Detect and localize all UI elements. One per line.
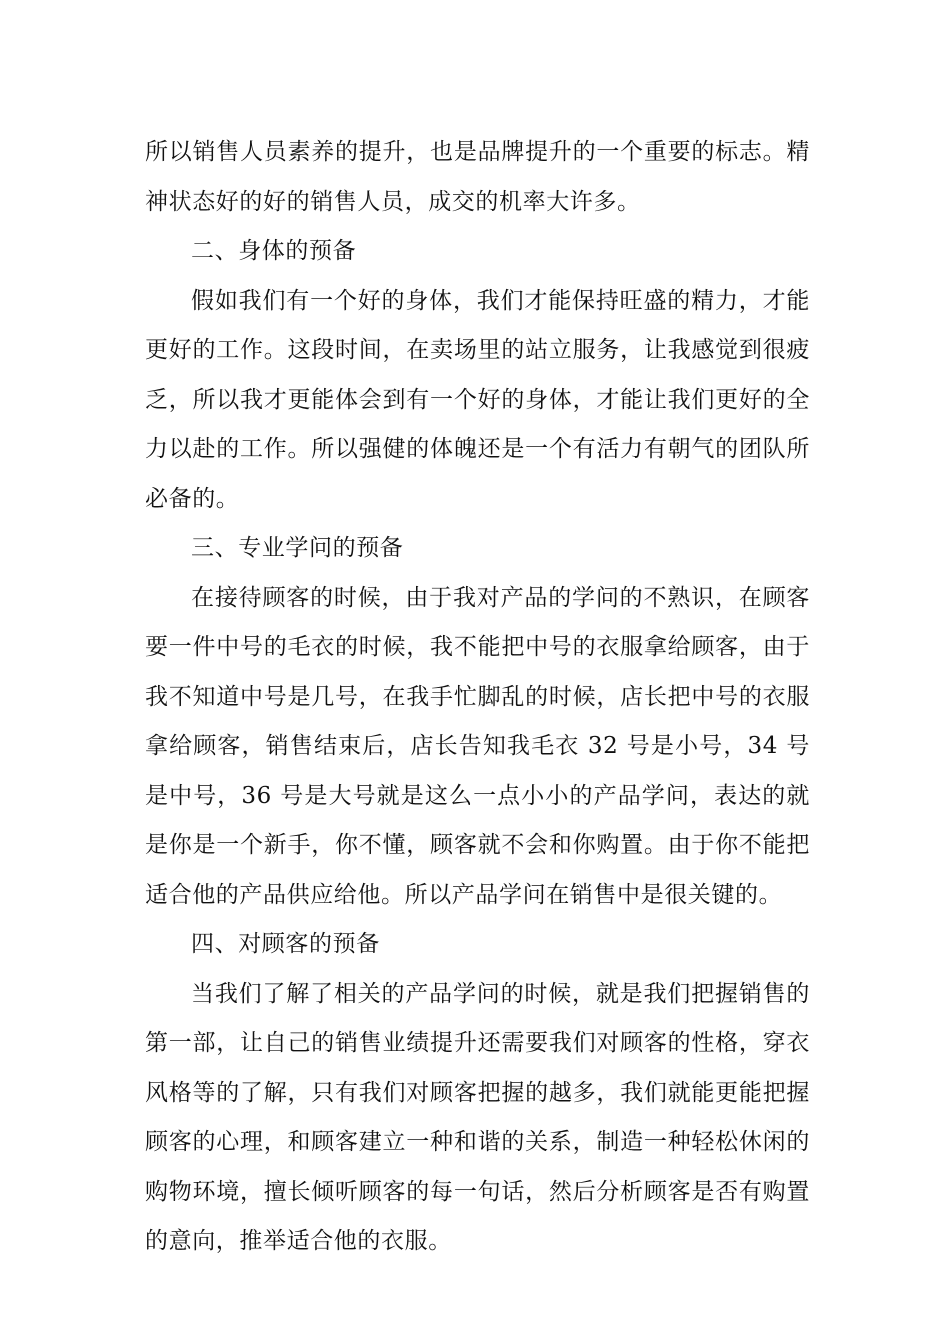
section-heading-customer: 四、对顾客的预备 bbox=[191, 931, 380, 957]
paragraph-body: 假如我们有一个好的身体，我们才能保持旺盛的精力，才能更好的工作。这段时间，在卖场里的站立服务，让我感觉到很疲乏，所以我才更能体会到有一个好的身体，才能让我们更好的全力以赴的工作。所以强健的体魄还是一个有活力有朝气的团队所必备的。 bbox=[145, 287, 810, 512]
paragraph-intro: 所以销售人员素养的提升，也是品牌提升的一个重要的标志。精神状态好的好的销售人员，成交的机率大许多。 bbox=[145, 139, 810, 215]
section-heading-body: 二、身体的预备 bbox=[191, 238, 357, 264]
section-heading-knowledge: 三、专业学问的预备 bbox=[191, 535, 404, 561]
paragraph-knowledge: 在接待顾客的时候，由于我对产品的学问的不熟识，在顾客要一件中号的毛衣的时候，我不能把中号的衣服拿给顾客，由于我不知道中号是几号，在我手忙脚乱的时候，店长把中号的衣服拿给顾客，销售结束后，店长告知我毛衣 32 号是小号，34 号是中号，36 号是大号就是这么一点小小的产品学问，表达的就是你是一个新手，你不懂，顾客就不会和你购置。由于你不能把适合他的产品供应给他。所以产品学问在销售中是很关键的。 bbox=[145, 584, 810, 908]
document-body bbox=[145, 128, 810, 1267]
paragraph-customer: 当我们了解了相关的产品学问的时候，就是我们把握销售的第一部，让自己的销售业绩提升还需要我们对顾客的性格，穿衣风格等的了解，只有我们对顾客把握的越多，我们就能更能把握顾客的心理，和顾客建立一种和谐的关系，制造一种轻松休闲的购物环境，擅长倾听顾客的每一句话，然后分析顾客是否有购置的意向，推举适合他的衣服。 bbox=[145, 980, 810, 1254]
